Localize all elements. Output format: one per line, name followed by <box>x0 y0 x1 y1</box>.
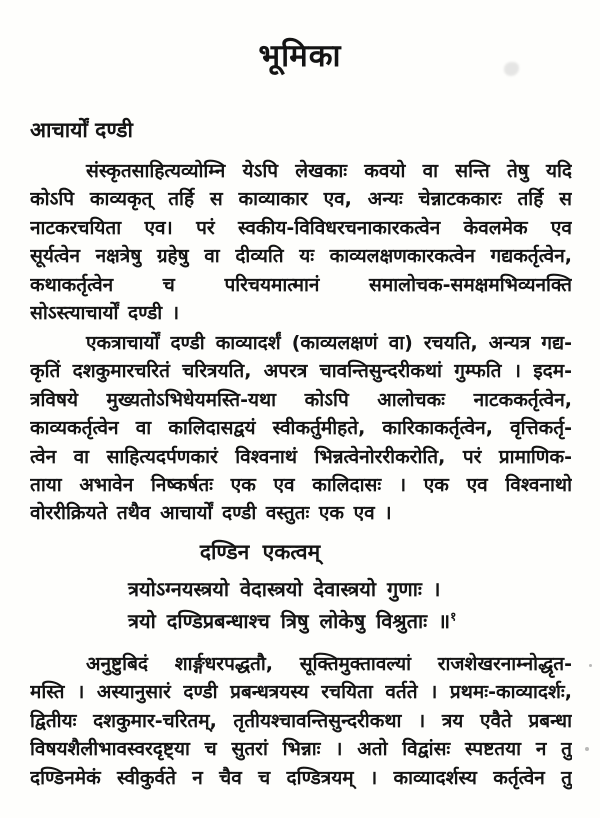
section-heading: आचार्यों दण्डी <box>30 118 133 142</box>
verse-line <box>128 606 456 638</box>
text-line: द्वितीयः दशकुमार-चरितम्, तृतीयश्चावन्तिसुन्दरीकथा । त्रय एवैते प्रबन्धा <box>30 709 572 732</box>
text-line: एकत्राचार्यों दण्डी काव्यादर्शं (काव्यलक्षणं वा) रचयति, अन्यत्र गद्य- <box>86 332 572 354</box>
text-line: दण्डिनमेकं स्वीकुर्वते न चैव च दण्डित्रयम् । काव्यादर्शस्य कर्तृत्वेन तु <box>30 766 572 789</box>
text-line: मस्ति । अस्यानुसारं दण्डी प्रबन्धत्रयस्य रचयिता वर्तते । प्रथमः-काव्यादर्शः, <box>30 681 572 704</box>
text-line: विषयशैलीभावस्वरदृष्ट्या च सुतरां भिन्नाः । अतो विद्वांसः स्पष्टतया न तु <box>30 738 572 761</box>
text-line: त्रविषये मुख्यतोऽभिधेयमस्ति-यथा कोऽपि आलोचकः नाटककर्तृत्वेन, <box>30 388 572 411</box>
verse-line: त्रयोऽग्नयस्त्रयो वेदास्त्रयो देवास्त्रयो गुणाः । <box>128 577 441 601</box>
verse-line-text: त्रयो दण्डिप्रबन्धाश्च त्रिषु लोकेषु विश्रुताः ॥ <box>128 608 451 633</box>
text-line: कथाकर्तृत्वेन च परिचयमात्मानं समालोचक-समक्षमभिव्यनक्ति <box>30 273 572 296</box>
paragraph-2 <box>30 329 572 528</box>
page-title: भूमिका <box>258 38 342 74</box>
footnote-reference: १ <box>450 608 457 623</box>
text-line: वोररीक्रियते तथैव आचार्यों दण्डी वस्तुतः एक एव । <box>30 502 392 525</box>
text-line: नाटकरचयिता एव। परं स्वकीय-विविधरचनाकारकत्वेन केवलमेक एव <box>30 216 572 239</box>
paragraph-1 <box>30 157 572 327</box>
text-line: कृतिं दशकुमारचरितं चरित्रयति, अपरत्र चावन्तिसुन्दरीकथां गुम्फति । इदम- <box>30 360 572 383</box>
text-line: ताया अभावेन निष्कर्षतः एक एव कालिदासः । एक एव विश्वनाथो <box>30 474 572 497</box>
text-line: सोऽस्त्याचार्यों दण्डी । <box>30 302 180 325</box>
paragraph-3 <box>30 650 572 792</box>
text-line: कोऽपि काव्यकृत् तर्हि स काव्याकार एव, अन्यः चेन्नाटककारः तर्हि स <box>30 188 572 211</box>
text-line: सूर्यत्वेन नक्षत्रेषु ग्रहेषु वा दीव्यति यः काव्यलक्षणकारकत्वेन गद्यकर्तृत्वेन, <box>30 245 572 268</box>
text-line: काव्यकर्तृत्वेन वा कालिदासद्वयं स्वीकर्तुमीहते, कारिकाकर्तृत्वेन, वृत्तिकर्तृ- <box>30 417 572 440</box>
text-line: अनुष्टुबिदं शार्ङ्गधरपद्धतौ, सूक्तिमुक्तावल्यां राजशेखरनाम्नोद्धृत- <box>86 653 572 675</box>
text-line: त्वेन वा साहित्यदर्पणकारं विश्वनाथं भिन्नत्वेनोररीकरोति, परं प्रामाणिक- <box>30 445 572 468</box>
scan-speck <box>589 664 592 667</box>
subheading-dandin-ekatvam: दण्डिन एकत्वम् <box>199 540 321 564</box>
sanskrit-verse <box>128 574 456 637</box>
text-line: संस्कृतसाहित्यव्योम्नि येऽपि लेखकाः कवयो वा सन्ति तेषु यदि <box>86 160 572 182</box>
scan-speck <box>585 747 589 751</box>
